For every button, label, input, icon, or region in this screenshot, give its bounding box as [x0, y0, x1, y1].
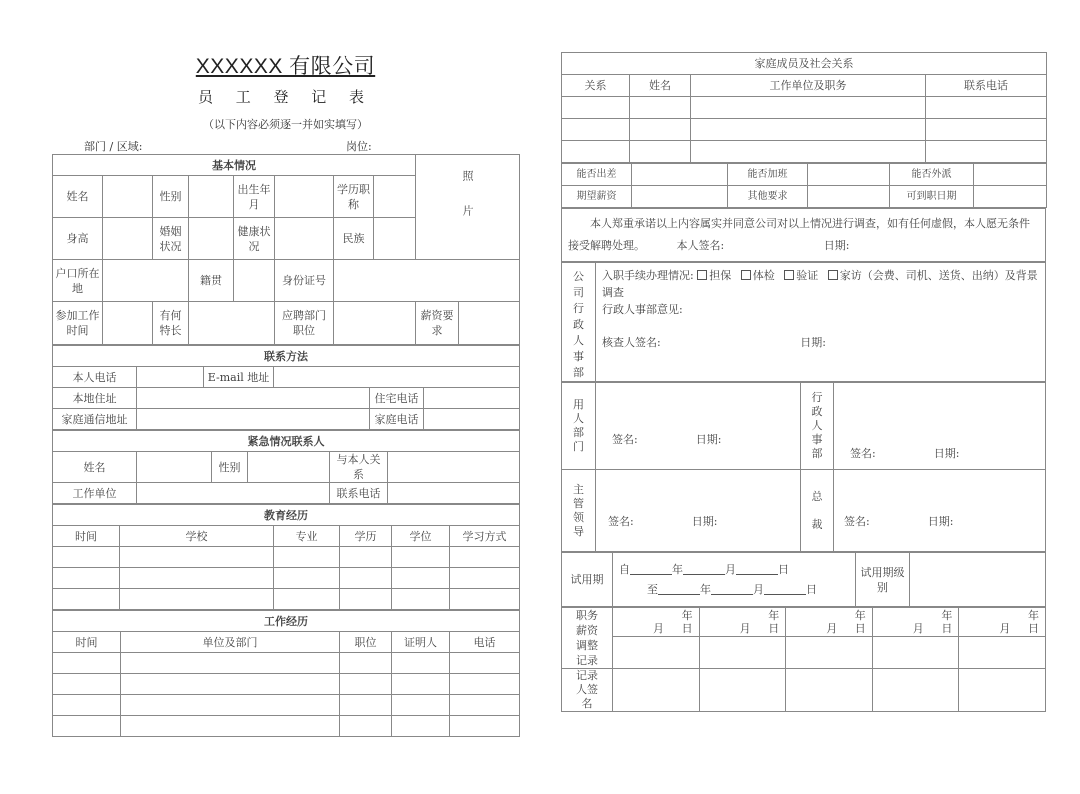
company-name: XXXXXX 有限公司: [195, 55, 376, 78]
admin-sign-line: [602, 334, 1043, 351]
post-label: 岗位:: [346, 140, 372, 153]
recorder-cell[interactable]: [613, 669, 700, 712]
work-header: 证明人: [392, 632, 450, 653]
approval-manager-label: 主管领导: [573, 482, 584, 538]
field-native[interactable]: [234, 260, 275, 302]
edu-header: 学习方式: [450, 526, 520, 547]
edu-header: 学历: [340, 526, 392, 547]
dept-row: [52, 132, 519, 154]
adjust-day: 日: [1028, 622, 1039, 635]
trial-year: 年: [672, 562, 683, 576]
gm-sign-label: 签名:: [844, 515, 870, 528]
label-other: 其他要求: [728, 186, 808, 208]
adjust-month: 月: [739, 622, 751, 635]
admin-checker-label: 核查人签名:: [602, 336, 661, 349]
field-apply-dept[interactable]: [334, 302, 416, 345]
adjust-table: [561, 607, 1046, 712]
family-header: 联系电话: [926, 75, 1047, 97]
field-local-addr[interactable]: [137, 388, 370, 409]
label-hukou: 户口所在地: [53, 260, 103, 302]
pledge-table: [561, 208, 1046, 262]
section-work: 工作经历: [53, 611, 520, 632]
label-edu-title: 学历职称: [334, 176, 374, 218]
adjust-month: 月: [999, 622, 1011, 635]
hr-label-cell: [801, 383, 834, 470]
trial-level-label: 试用期级别: [856, 553, 910, 607]
adjust-day: 日: [941, 622, 953, 635]
trial-day: 日: [778, 562, 789, 576]
pledge-sign-label: 本人签名:: [676, 239, 725, 252]
adjust-label: 职务薪资调整记录: [576, 609, 598, 667]
family-header: 关系: [562, 75, 630, 97]
field-idno[interactable]: [334, 260, 520, 302]
field-edu-title[interactable]: [374, 176, 416, 218]
family-table: [561, 52, 1047, 163]
contact-table: [52, 345, 520, 430]
trial-year: 年: [700, 582, 711, 596]
section-emergency: 紧急情况联系人: [53, 431, 520, 452]
salary-cell: [416, 302, 520, 345]
section-education: 教育经历: [53, 505, 520, 526]
label-family-phone: 家庭电话: [370, 409, 424, 430]
label-em-relation: 与本人关系: [330, 452, 388, 483]
approval-table: [561, 382, 1046, 552]
field-home-phone[interactable]: [424, 388, 520, 409]
recorder-label-cell: [562, 669, 613, 712]
label-ethnic: 民族: [334, 218, 374, 260]
field-family-addr[interactable]: [137, 409, 370, 430]
adjust-cell[interactable]: [959, 608, 1046, 669]
label-phone: 本人电话: [53, 367, 137, 388]
adjust-day: 日: [681, 622, 693, 635]
pledge-date-label: 日期:: [823, 239, 850, 252]
emergency-table: [52, 430, 520, 504]
adjust-day: 日: [854, 622, 866, 635]
field-overtime[interactable]: [808, 164, 890, 186]
edu-header: 时间: [53, 526, 120, 547]
field-em-phone[interactable]: [388, 483, 520, 504]
approval-hr-label: 行政人事部: [811, 391, 823, 460]
manager-sign-label: 签名:: [608, 515, 634, 528]
field-expected-salary[interactable]: [632, 186, 728, 208]
trial-day: 日: [806, 582, 817, 596]
family-row[interactable]: [562, 97, 1047, 119]
trial-from-label: 自: [619, 562, 630, 576]
work-row[interactable]: [53, 653, 520, 674]
opt-guarantee-label: 担保: [709, 269, 732, 282]
trial-month: 月: [753, 582, 764, 596]
family-row[interactable]: [562, 119, 1047, 141]
trial-month: 月: [725, 562, 736, 576]
label-height: 身高: [53, 218, 103, 260]
section-contact: 联系方法: [53, 346, 520, 367]
work-row[interactable]: [53, 716, 520, 737]
work-header: 时间: [53, 632, 121, 653]
field-hukou[interactable]: [103, 260, 189, 302]
adjust-cell[interactable]: [786, 608, 873, 669]
field-health[interactable]: [275, 218, 334, 260]
field-gender[interactable]: [189, 176, 234, 218]
edu-header: 学校: [120, 526, 274, 547]
photo-cell[interactable]: [416, 155, 520, 260]
label-gender: 性别: [153, 176, 189, 218]
adjust-day: 日: [768, 622, 780, 635]
gm-date-label: 日期:: [927, 515, 954, 528]
opt-physical-label: 体检: [752, 269, 775, 282]
label-birth: 出生年月: [234, 176, 275, 218]
pledge-text: 本人郑重承诺以上内容属实并同意公司对以上情况进行调查，如有任何虚假，本人愿无条件接受解聘处理。: [568, 217, 1030, 252]
adjust-year: 年: [1028, 609, 1039, 622]
form-title: 员 工 登 记 表: [197, 88, 374, 106]
label-marital: 婚姻状况: [153, 218, 189, 260]
manager-sign-cell[interactable]: [596, 470, 801, 552]
adjust-month: 月: [912, 622, 924, 635]
label-expat: 能否外派: [890, 164, 974, 186]
education-table: [52, 504, 520, 610]
family-header: 工作单位及职务: [691, 75, 926, 97]
adjust-year: 年: [681, 609, 693, 622]
work-row[interactable]: [53, 695, 520, 716]
label-em-gender: 性别: [212, 452, 248, 483]
label-family-addr: 家庭通信地址: [53, 409, 137, 430]
adjust-year: 年: [768, 609, 780, 622]
label-travel: 能否出差: [562, 164, 632, 186]
adjust-cell[interactable]: [872, 608, 959, 669]
field-specialty[interactable]: [189, 302, 275, 345]
recorder-cell[interactable]: [699, 669, 786, 712]
work-header: 单位及部门: [121, 632, 340, 653]
dept-label-cell: [562, 383, 596, 470]
adjust-year: 年: [941, 609, 953, 622]
adjust-cell[interactable]: [699, 608, 786, 669]
label-health: 健康状况: [234, 218, 275, 260]
edu-row[interactable]: [53, 568, 520, 589]
admin-table: [561, 262, 1046, 382]
photo-label: 照片: [461, 170, 474, 240]
admin-label: 公司行政人事部: [573, 270, 584, 379]
field-other[interactable]: [808, 186, 890, 208]
field-expat[interactable]: [974, 164, 1047, 186]
field-salary[interactable]: [459, 302, 519, 344]
field-work-start[interactable]: [103, 302, 153, 345]
checkbox-guarantee[interactable]: [697, 270, 707, 280]
field-phone[interactable]: [137, 367, 204, 388]
field-height[interactable]: [103, 218, 153, 260]
label-local-addr: 本地住址: [53, 388, 137, 409]
field-em-unit[interactable]: [137, 483, 330, 504]
admin-opinion-label: 行政人事部意见:: [602, 303, 683, 316]
adjust-month: 月: [826, 622, 838, 635]
trial-to-line: [619, 580, 853, 600]
recorder-label: 记录人签名: [576, 669, 598, 710]
edu-header: 学位: [392, 526, 450, 547]
checkbox-verify[interactable]: [784, 270, 794, 280]
label-em-unit: 工作单位: [53, 483, 137, 504]
recorder-cell[interactable]: [872, 669, 959, 712]
label-work-start: 参加工作时间: [53, 302, 103, 345]
edu-row[interactable]: [53, 547, 520, 568]
field-name[interactable]: [103, 176, 153, 218]
label-overtime: 能否加班: [728, 164, 808, 186]
trial-level-field[interactable]: [910, 553, 1046, 607]
field-birth[interactable]: [275, 176, 334, 218]
field-em-gender[interactable]: [248, 452, 330, 483]
checkbox-visit[interactable]: [828, 270, 838, 280]
admin-cell: [596, 263, 1046, 382]
approval-dept-label: 用人部门: [573, 398, 584, 453]
label-native: 籍贯: [189, 260, 234, 302]
recorder-cell[interactable]: [959, 669, 1046, 712]
trial-from-line: [619, 560, 853, 580]
trial-dates-cell[interactable]: [613, 553, 856, 607]
edu-header: 专业: [274, 526, 340, 547]
edu-row[interactable]: [53, 589, 520, 610]
left-page: [52, 50, 519, 737]
label-em-name: 姓名: [53, 452, 137, 483]
form-note: （以下内容必须逐一并如实填写）: [203, 118, 368, 131]
field-em-name[interactable]: [137, 452, 212, 483]
conditions-table: [561, 163, 1047, 208]
trial-to-label: 至: [647, 582, 658, 596]
field-marital[interactable]: [189, 218, 234, 260]
adjust-month: 月: [653, 622, 664, 635]
label-email: E-mail 地址: [204, 367, 274, 388]
dept-date-label: 日期:: [695, 433, 722, 446]
section-basic: 基本情况: [53, 155, 416, 176]
label-name: 姓名: [53, 176, 103, 218]
admin-date-label: 日期:: [800, 336, 826, 349]
adjust-label-cell: [562, 608, 613, 669]
admin-procedure-line: [602, 267, 1043, 301]
field-travel[interactable]: [632, 164, 728, 186]
recorder-cell[interactable]: [786, 669, 873, 712]
approval-gm-label: 总裁: [811, 489, 823, 531]
label-expected-salary: 期望薪资: [562, 186, 632, 208]
field-ethnic[interactable]: [374, 218, 416, 260]
section-family: 家庭成员及社会关系: [562, 53, 1047, 75]
adjust-cell[interactable]: [613, 608, 700, 669]
trial-table: [561, 552, 1046, 607]
work-header: 职位: [340, 632, 392, 653]
right-page: [561, 52, 1046, 712]
label-home-phone: 住宅电话: [370, 388, 424, 409]
gm-sign-cell[interactable]: [834, 470, 1046, 552]
field-family-phone[interactable]: [424, 409, 520, 430]
label-start-date: 可到职日期: [890, 186, 974, 208]
manager-date-label: 日期:: [691, 515, 718, 528]
manager-label-cell: [562, 470, 596, 552]
dept-sign-label: 签名:: [612, 433, 638, 446]
work-row[interactable]: [53, 674, 520, 695]
label-em-phone: 联系电话: [330, 483, 388, 504]
checkbox-physical[interactable]: [741, 270, 751, 280]
hr-sign-label: 签名:: [850, 447, 876, 460]
trial-label: 试用期: [562, 553, 613, 607]
gm-label-cell: [801, 470, 834, 552]
admin-procedure-label: 入职手续办理情况:: [602, 269, 694, 282]
dept-label: 部门 / 区域:: [84, 140, 143, 153]
label-apply-dept: 应聘部门职位: [275, 302, 334, 345]
opt-verify-label: 验证: [796, 269, 819, 282]
label-specialty: 有何特长: [153, 302, 189, 345]
hr-sign-cell[interactable]: [834, 383, 1046, 470]
field-em-relation[interactable]: [388, 452, 520, 483]
basic-info-table: [52, 154, 520, 345]
opt-visit-label: 家访（会费、司机、送货、出纳）及背景调查: [602, 269, 1038, 299]
family-header: 姓名: [630, 75, 691, 97]
work-table: [52, 610, 520, 737]
field-email[interactable]: [274, 367, 520, 388]
pledge-cell: [562, 209, 1046, 262]
hr-date-label: 日期:: [933, 447, 960, 460]
label-salary: 薪资要求: [416, 302, 459, 344]
field-start-date[interactable]: [974, 186, 1047, 208]
work-header: 电话: [450, 632, 520, 653]
admin-label-cell: [562, 263, 596, 382]
label-idno: 身份证号: [275, 260, 334, 302]
adjust-year: 年: [854, 609, 866, 622]
dept-sign-cell[interactable]: [596, 383, 801, 470]
family-row[interactable]: [562, 141, 1047, 163]
